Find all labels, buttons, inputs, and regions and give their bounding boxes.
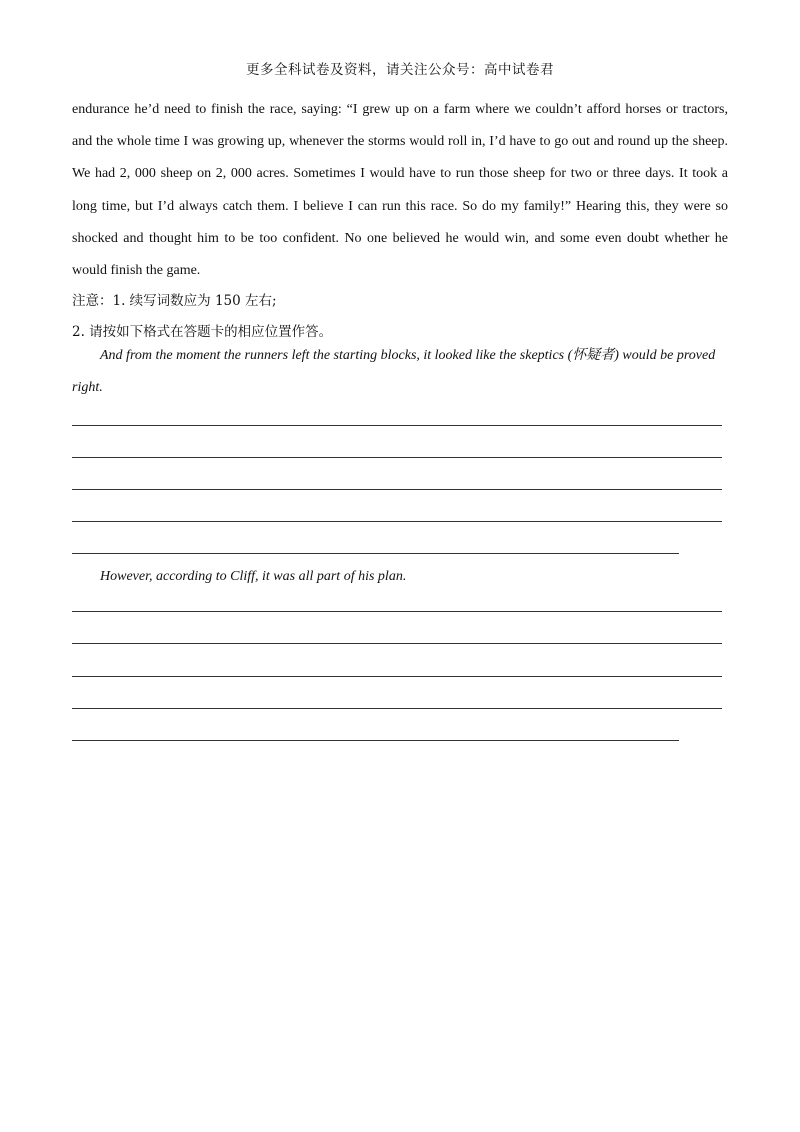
continuation-prompt-2 xyxy=(72,561,728,593)
passage-line: endurance he’d need to finish the race, saying: “I grew up on a farm where we couldn’t afford horses or tractors, xyxy=(72,102,728,117)
continuation-prompt-1 xyxy=(72,340,728,404)
passage-line: shocked and thought him to be too confident. No one believed he would win, and some even doubt whether he xyxy=(72,230,728,246)
prompt-1-line-1: And from the moment the runners left the starting blocks, it looked like the skeptics (怀疑者) would be proved xyxy=(100,348,716,363)
answer-line[interactable] xyxy=(72,489,722,490)
answer-line[interactable] xyxy=(72,740,679,741)
answer-line[interactable] xyxy=(72,425,722,426)
passage-line: would finish the game. xyxy=(72,263,201,279)
page-header: 更多全科试卷及资料，请关注公众号：高中试卷君 xyxy=(246,62,554,78)
answer-line[interactable] xyxy=(72,643,722,644)
answer-line[interactable] xyxy=(72,708,722,709)
prompt-2-line-1: However, according to Cliff, it was all part of his plan. xyxy=(100,569,407,584)
answer-line[interactable] xyxy=(72,457,722,458)
answer-line[interactable] xyxy=(72,521,722,522)
answer-line[interactable] xyxy=(72,676,722,677)
story-passage xyxy=(72,94,728,287)
note-format: 2. 请按如下格式在答题卡的相应位置作答。 xyxy=(72,324,333,340)
passage-line: long time, but I’d always catch them. I believe I can run this race. So do my family!” Hearing this, they were so xyxy=(72,198,728,214)
note-word-count: 注意：1. 续写词数应为 150 左右; xyxy=(72,293,277,309)
answer-line[interactable] xyxy=(72,553,679,554)
passage-line: and the whole time I was growing up, whenever the storms would roll in, I’d have to go out and round up the sheep. xyxy=(72,134,728,150)
prompt-1-line-2: right. xyxy=(72,380,103,395)
passage-line: We had 2, 000 sheep on 2, 000 acres. Sometimes I would have to run those sheep for two or three days. It took a xyxy=(72,166,728,182)
answer-line[interactable] xyxy=(72,611,722,612)
